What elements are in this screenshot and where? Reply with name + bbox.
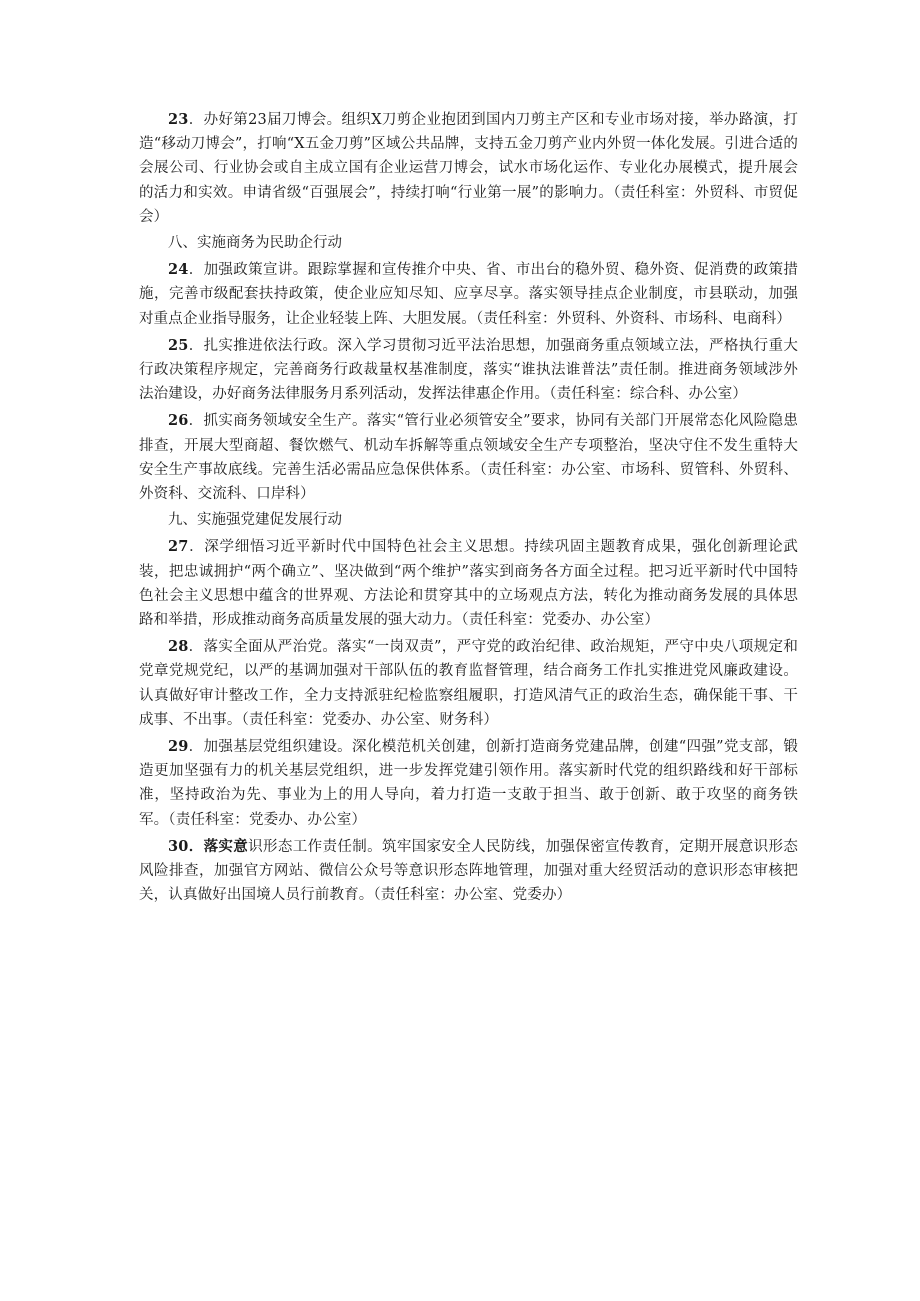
item-text: ．加强基层党组织建设。深化模范机关创建，创新打造商务党建品牌，创建“四强”党支部，锻造更加坚强有力的机关基层党组织，进一步发挥党建引领作用。落实新时代党的组织路线和好干部标准，坚持政治为先、事业为上的用人导向，着力打造一支敢于担当、敢于创新、敢于攻坚的商务铁军。（责任科室：党委办、办公室） <box>139 739 798 828</box>
item-25 <box>139 334 798 407</box>
item-number: 30 <box>168 837 189 855</box>
item-text: ．扎实推进依法行政。深入学习贯彻习近平法治思想，加强商务重点领域立法，严格执行重大行政决策程序规定，完善商务行政裁量权基准制度，落实“谁执法谁普法”责任制。推进商务领域涉外法治建设，办好商务法律服务月系列活动，发挥法律惠企作用。（责任科室：综合科、办公室） <box>139 337 798 403</box>
item-number: 26 <box>168 412 189 430</box>
item-number: 27 <box>168 538 189 556</box>
item-28 <box>139 635 798 732</box>
item-lead: ．落实意 <box>188 837 249 855</box>
item-text: ．深学细悟习近平新时代中国特色社会主义思想。持续巩固主题教育成果，强化创新理论武装，把忠诚拥护“两个确立”、坚决做到“两个维护”落实到商务各方面全过程。把习近平新时代中国特色社会主义思想中蕴含的世界观、方法论和贯穿其中的立场观点方法，转化为推动商务发展的具体思路和举措，形成推动商务高质量发展的强大动力。（责任科室：党委办、办公室） <box>139 539 798 629</box>
item-text: 识形态工作责任制。筑牢国家安全人民防线，加强保密宣传教育，定期开展意识形态风险排查，加强官方网站、微信公众号等意识形态阵地管理，加强对重大经贸活动的意识形态审核把关，认真做好出国境人员行前教育。（责任科室：办公室、党委办） <box>139 838 798 904</box>
item-number: 23 <box>168 111 189 128</box>
item-24 <box>139 258 798 331</box>
item-23 <box>139 108 798 229</box>
section-heading-9: 九、实施强党建促发展行动 <box>168 512 342 529</box>
item-text: ．抓实商务领域安全生产。落实“管行业必须管安全”要求，协同有关部门开展常态化风险隐患排查，开展大型商超、餐饮燃气、机动车拆解等重点领域安全生产专项整治，坚决守住不发生重特大安全生产事故底线。完善生活必需品应急保供体系。（责任科室：办公室、市场科、贸管科、外贸科、外资科、交流科、口岸科） <box>139 413 798 503</box>
item-text: ．办好第23届刀博会。组织X刀剪企业抱团到国内刀剪主产区和专业市场对接，举办路演，打造“移动刀博会”，打响“X五金刀剪”区域公共品牌，支持五金刀剪产业内外贸一体化发展。引进合适的会展公司、行业协会或自主成立国有企业运营刀博会，试水市场化运作、专业化办展模式，提升展会的活力和实效。申请省级“百强展会”，持续打响“行业第一展”的影响力。（责任科室：外贸科、市贸促会） <box>139 112 798 225</box>
item-26 <box>139 409 798 506</box>
item-number: 24 <box>168 261 189 279</box>
item-27 <box>139 535 798 632</box>
item-number: 29 <box>168 738 189 756</box>
item-30 <box>139 835 798 908</box>
item-text: ．落实全面从严治党。落实“一岗双责”，严守党的政治纪律、政治规矩，严守中央八项规定和党章党规党纪，以严的基调加强对干部队伍的教育监督管理，结合商务工作扎实推进党风廉政建设。认真做好审计整改工作，全力支持派驻纪检监察组履职，打造风清气正的政治生态，确保能干事、干成事、不出事。（责任科室：党委办、办公室、财务科） <box>139 639 798 728</box>
item-29 <box>139 735 798 832</box>
item-text: ．加强政策宣讲。跟踪掌握和宣传推介中央、省、市出台的稳外贸、稳外资、促消费的政策措施，完善市级配套扶持政策，使企业应知尽知、应享尽享。落实领导挂点企业制度，市县联动，加强对重点企业指导服务，让企业轻装上阵、大胆发展。（责任科室：外贸科、外资科、市场科、电商科） <box>139 262 798 327</box>
item-number: 28 <box>168 638 189 656</box>
document-body <box>139 108 798 908</box>
item-number: 25 <box>168 336 189 354</box>
section-heading-8: 八、实施商务为民助企行动 <box>168 235 342 252</box>
